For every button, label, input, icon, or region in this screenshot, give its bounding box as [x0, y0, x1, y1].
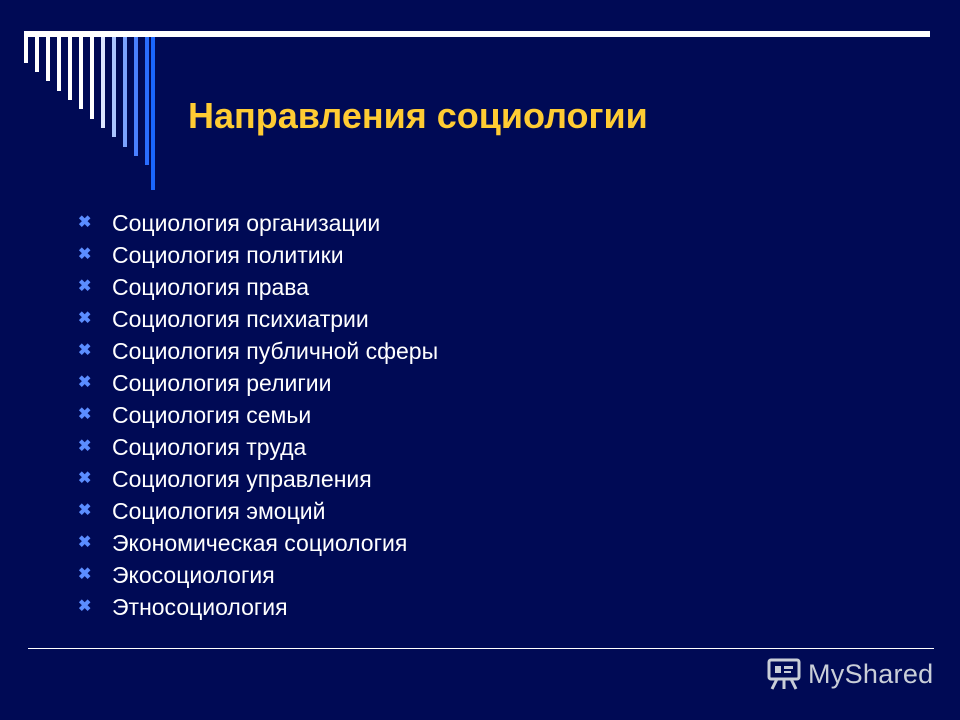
list-item: [76, 527, 438, 559]
list-item-label: Социология организации: [112, 209, 381, 236]
list-item: [76, 303, 438, 335]
x-bullet-icon: ✖: [78, 310, 92, 327]
list-item-label: Социология публичной сферы: [112, 337, 439, 364]
list-item-label: Экосоциология: [112, 561, 275, 588]
list-item-label: Социология права: [112, 273, 310, 300]
stripe: [46, 37, 50, 81]
stripe: [35, 37, 39, 72]
list-item: [76, 367, 438, 399]
list-item: [76, 495, 438, 527]
watermark-logo: [766, 654, 933, 694]
x-bullet-icon: ✖: [78, 470, 92, 487]
x-bullet-icon: ✖: [78, 278, 92, 295]
x-bullet-icon: ✖: [78, 502, 92, 519]
presentation-board-icon: [766, 657, 802, 691]
x-bullet-icon: ✖: [78, 246, 92, 263]
list-item: [76, 207, 438, 239]
list-item: [76, 463, 438, 495]
x-bullet-icon: ✖: [78, 598, 92, 615]
x-bullet-icon: ✖: [78, 374, 92, 391]
stripe: [79, 37, 83, 109]
list-item: [76, 559, 438, 591]
list-item-label: Социология эмоций: [112, 497, 326, 524]
list-item-label: Социология религии: [112, 369, 332, 396]
watermark-text: MyShared: [808, 658, 934, 689]
list-item: [76, 399, 438, 431]
stripe: [134, 37, 138, 156]
list-item-label: Этносоциология: [112, 593, 288, 620]
top-rule: [24, 31, 930, 37]
slide-title: Направления социологии: [188, 95, 648, 136]
list-item: [76, 591, 438, 623]
x-bullet-icon: ✖: [78, 566, 92, 583]
list-item: [76, 239, 438, 271]
x-bullet-icon: ✖: [78, 406, 92, 423]
stripe: [145, 37, 149, 165]
list-item-label: Экономическая социология: [112, 529, 408, 556]
stripe: [151, 37, 155, 190]
x-bullet-icon: ✖: [78, 534, 92, 551]
list-item-label: Социология управления: [112, 465, 372, 492]
x-bullet-icon: ✖: [78, 438, 92, 455]
list-item-label: Социология семьи: [112, 401, 312, 428]
x-bullet-icon: ✖: [78, 342, 92, 359]
stripe: [123, 37, 127, 147]
stripe: [57, 37, 61, 91]
stripe: [90, 37, 94, 119]
list-item: [76, 271, 438, 303]
list-item: [76, 431, 438, 463]
bullet-list: [76, 207, 438, 623]
stripe: [24, 37, 28, 63]
x-bullet-icon: ✖: [78, 214, 92, 231]
stripe: [112, 37, 116, 137]
list-item-label: Социология политики: [112, 241, 344, 268]
list-item-label: Социология психиатрии: [112, 305, 369, 332]
list-item: [76, 335, 438, 367]
stripe: [101, 37, 105, 128]
stripe: [68, 37, 72, 100]
list-item-label: Социология труда: [112, 433, 307, 460]
bottom-rule: [28, 648, 934, 649]
